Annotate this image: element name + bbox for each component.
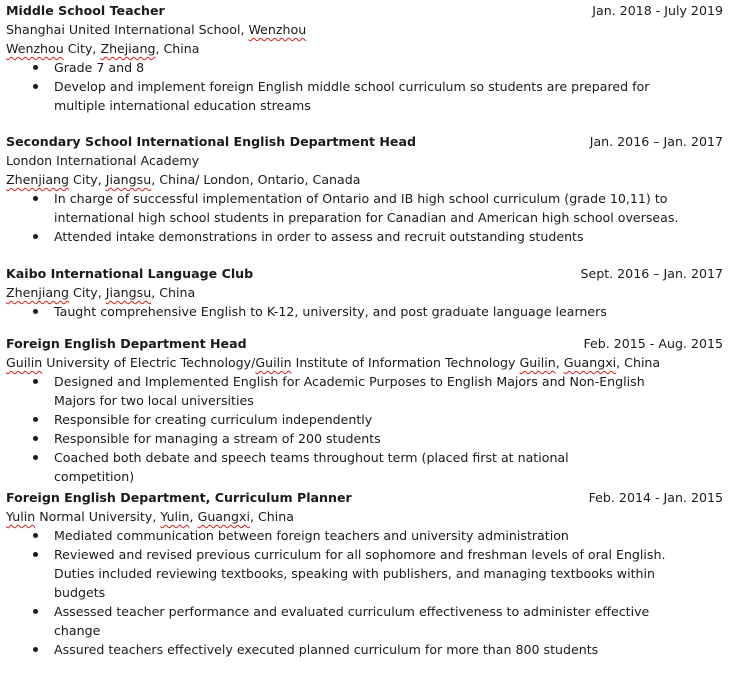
job-location: Zhenjiang City, Jiangsu, China/ London, Ontario, Canada	[6, 172, 361, 187]
job-bullet: Responsible for managing a stream of 200 students	[6, 429, 646, 448]
job-location: Yulin Normal University, Yulin, Guangxi, China	[6, 509, 294, 524]
job-bullet: Taught comprehensive English to K-12, university, and post graduate language learners	[6, 302, 686, 321]
job-bullet-list	[6, 58, 656, 115]
job-bullet: Responsible for creating curriculum independently	[6, 410, 646, 429]
job-dates: Feb. 2015 - Aug. 2015	[583, 336, 723, 351]
job-bullet: Mediated communication between foreign teachers and university administration	[6, 526, 668, 545]
job-entry-secondary-school-head	[6, 132, 723, 246]
job-bullet-list	[6, 526, 668, 659]
job-dates: Jan. 2018 - July 2019	[592, 3, 723, 18]
job-title: Middle School Teacher	[6, 3, 165, 18]
job-location: Wenzhou City, Zhejiang, China	[6, 41, 200, 56]
job-bullet-list	[6, 372, 646, 486]
job-header	[6, 1, 723, 20]
job-title: Kaibo International Language Club	[6, 266, 254, 281]
job-organization: Shanghai United International School, Wenzhou	[6, 22, 307, 37]
job-bullet: Reviewed and revised previous curriculum for all sophomore and freshman levels of oral English. Duties included reviewing textbooks, speaking with publishers, and managing textbooks within budgets	[6, 545, 668, 602]
job-bullet: Attended intake demonstrations in order to assess and recruit outstanding students	[6, 227, 686, 246]
job-organization: London International Academy	[6, 153, 200, 168]
job-dates: Feb. 2014 - Jan. 2015	[588, 490, 723, 505]
job-title: Secondary School International English Department Head	[6, 134, 416, 149]
job-entry-foreign-english-head	[6, 334, 723, 486]
job-bullet: In charge of successful implementation of Ontario and IB high school curriculum (grade 10,11) to international high school students in preparation for Canadian and American high school overseas.	[6, 189, 686, 227]
job-location: Guilin University of Electric Technology/Guilin Institute of Information Technology Guilin, Guangxi, China	[6, 355, 661, 370]
job-header	[6, 488, 723, 507]
job-bullet: Assessed teacher performance and evaluated curriculum effectiveness to administer effective change	[6, 602, 668, 640]
job-bullet: Assured teachers effectively executed planned curriculum for more than 800 students	[6, 640, 668, 659]
job-dates: Sept. 2016 – Jan. 2017	[580, 266, 723, 281]
job-bullet: Coached both debate and speech teams throughout term (placed first at national competition)	[6, 448, 646, 486]
job-bullet-list	[6, 302, 686, 321]
job-entry-kaibo-language-club	[6, 264, 723, 321]
job-dates: Jan. 2016 – Jan. 2017	[589, 134, 723, 149]
job-bullet: Designed and Implemented English for Academic Purposes to English Majors and Non-English Majors for two local universities	[6, 372, 646, 410]
job-entry-curriculum-planner	[6, 488, 723, 659]
job-title: Foreign English Department, Curriculum Planner	[6, 490, 352, 505]
job-header	[6, 132, 723, 151]
job-bullet: Develop and implement foreign English middle school curriculum so students are prepared for multiple international education streams	[6, 77, 656, 115]
job-entry-middle-school-teacher	[6, 1, 723, 115]
job-location: Zhenjiang City, Jiangsu, China	[6, 285, 196, 300]
job-title: Foreign English Department Head	[6, 336, 247, 351]
job-header	[6, 264, 723, 283]
job-bullet: Grade 7 and 8	[6, 58, 656, 77]
job-bullet-list	[6, 189, 686, 246]
job-header	[6, 334, 723, 353]
